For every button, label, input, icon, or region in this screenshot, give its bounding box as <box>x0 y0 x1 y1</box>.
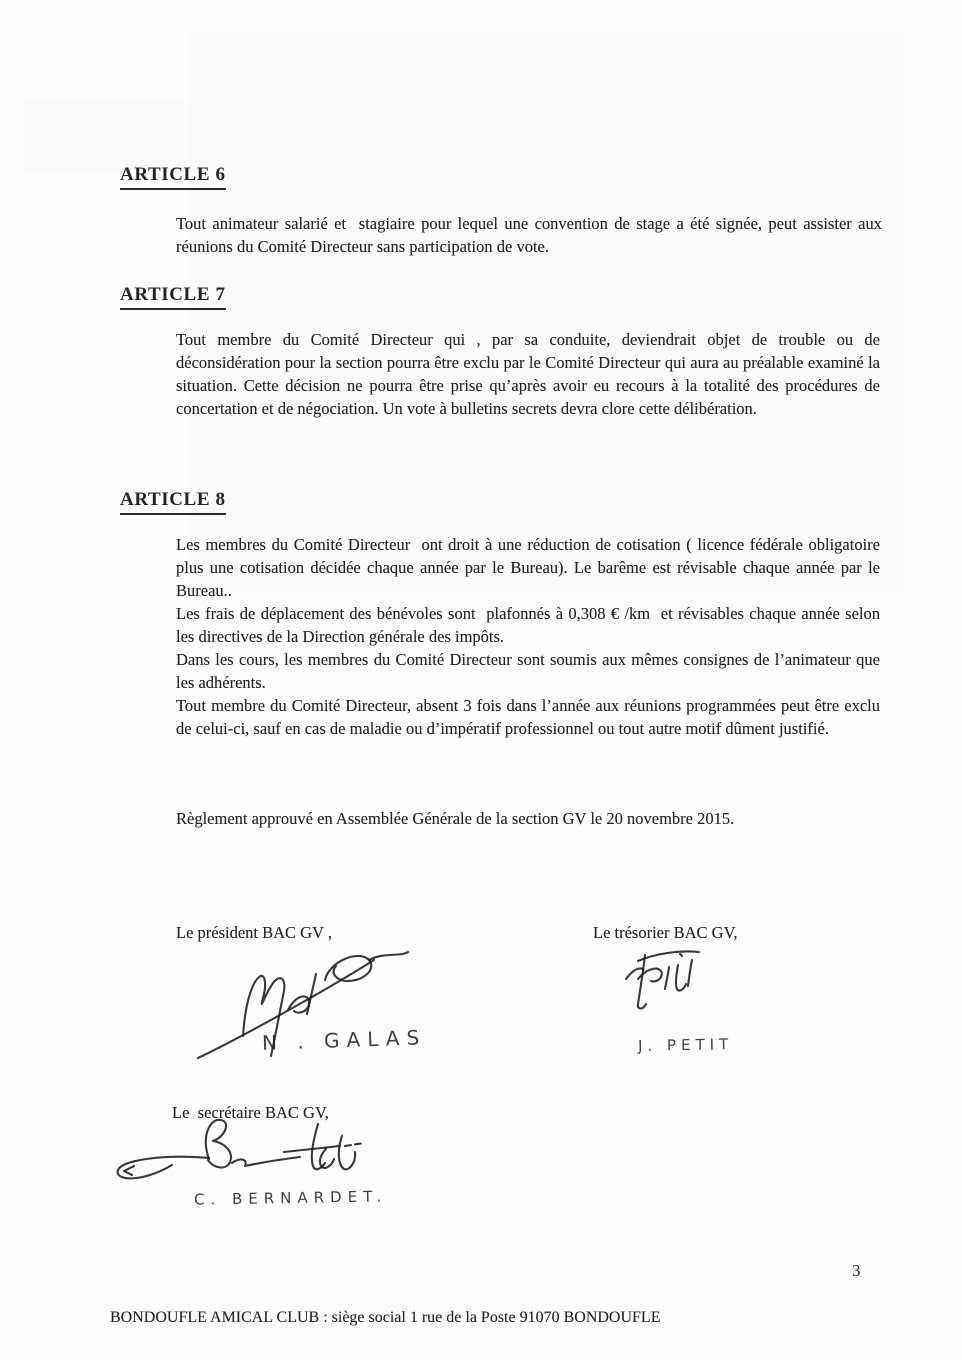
article-8-paragraph-1: Les membres du Comité Directeur ont droit à une réduction de cotisation ( licence fédérale obligatoire plus une cotisation décidée chaque année par le Bureau). Le barême est révisable chaque année par le Bureau.. <box>176 535 880 600</box>
article-8-heading <box>120 489 226 515</box>
article-8-paragraph-3: Dans les cours, les membres du Comité Directeur sont soumis aux mêmes consignes de l’animateur que les adhérents. <box>176 650 880 692</box>
article-6-paragraph: Tout animateur salarié et stagiaire pour lequel une convention de stage a été signée, peut assister aux réunions du Comité Directeur sans participation de vote. <box>176 214 882 256</box>
article-8-paragraph-2: Les frais de déplacement des bénévoles sont plafonnés à 0,308 € /km et révisables chaque année selon les directives de la Direction générale des impôts. <box>176 604 880 646</box>
signature-treasurer-icon <box>618 941 718 1016</box>
page-number: 3 <box>852 1261 861 1280</box>
footer-address: BONDOUFLE AMICAL CLUB : siège social 1 rue de la Poste 91070 BONDOUFLE <box>110 1309 661 1326</box>
article-7-heading <box>120 284 226 310</box>
scan-artifact <box>25 100 185 170</box>
signature-secretary-icon <box>112 1113 377 1198</box>
approval-line: Règlement approuvé en Assemblée Générale de la section GV le 20 novembre 2015. <box>176 809 735 828</box>
president-label: Le président BAC GV , <box>176 923 332 942</box>
scan-artifact <box>187 33 905 593</box>
article-7-heading-text: ARTICLE 7 <box>120 284 226 310</box>
president-signature-name: N . GALAS <box>261 1025 427 1055</box>
article-7-paragraph: Tout membre du Comité Directeur qui , par sa conduite, deviendrait objet de trouble ou de déconsidération pour la section pourra être exclu par le Comité Directeur qui aura au préalable examiné la situation. Cette décision ne pourra être prise qu’après avoir eu recours à la totalité des procédures de concertation et de négociation. Un vote à bulletins secrets devra clore cette délibération. <box>176 330 880 418</box>
secretary-label: Le secrétaire BAC GV, <box>172 1103 329 1122</box>
secretary-signature-name: C. BERNARDET. <box>193 1187 388 1209</box>
article-6-heading-text: ARTICLE 6 <box>120 164 226 190</box>
article-8-heading-text: ARTICLE 8 <box>120 489 226 515</box>
treasurer-label: Le trésorier BAC GV, <box>593 923 738 942</box>
article-8-paragraph-4: Tout membre du Comité Directeur, absent 3 fois dans l’année aux réunions programmées peut être exclu de celui-ci, sauf en cas de maladie ou d’impératif professionnel ou tout autre motif dûment justifié. <box>176 696 880 738</box>
article-6-heading <box>120 164 226 190</box>
article-8-body <box>176 533 880 740</box>
treasurer-signature-name: J. PETIT <box>637 1035 734 1055</box>
